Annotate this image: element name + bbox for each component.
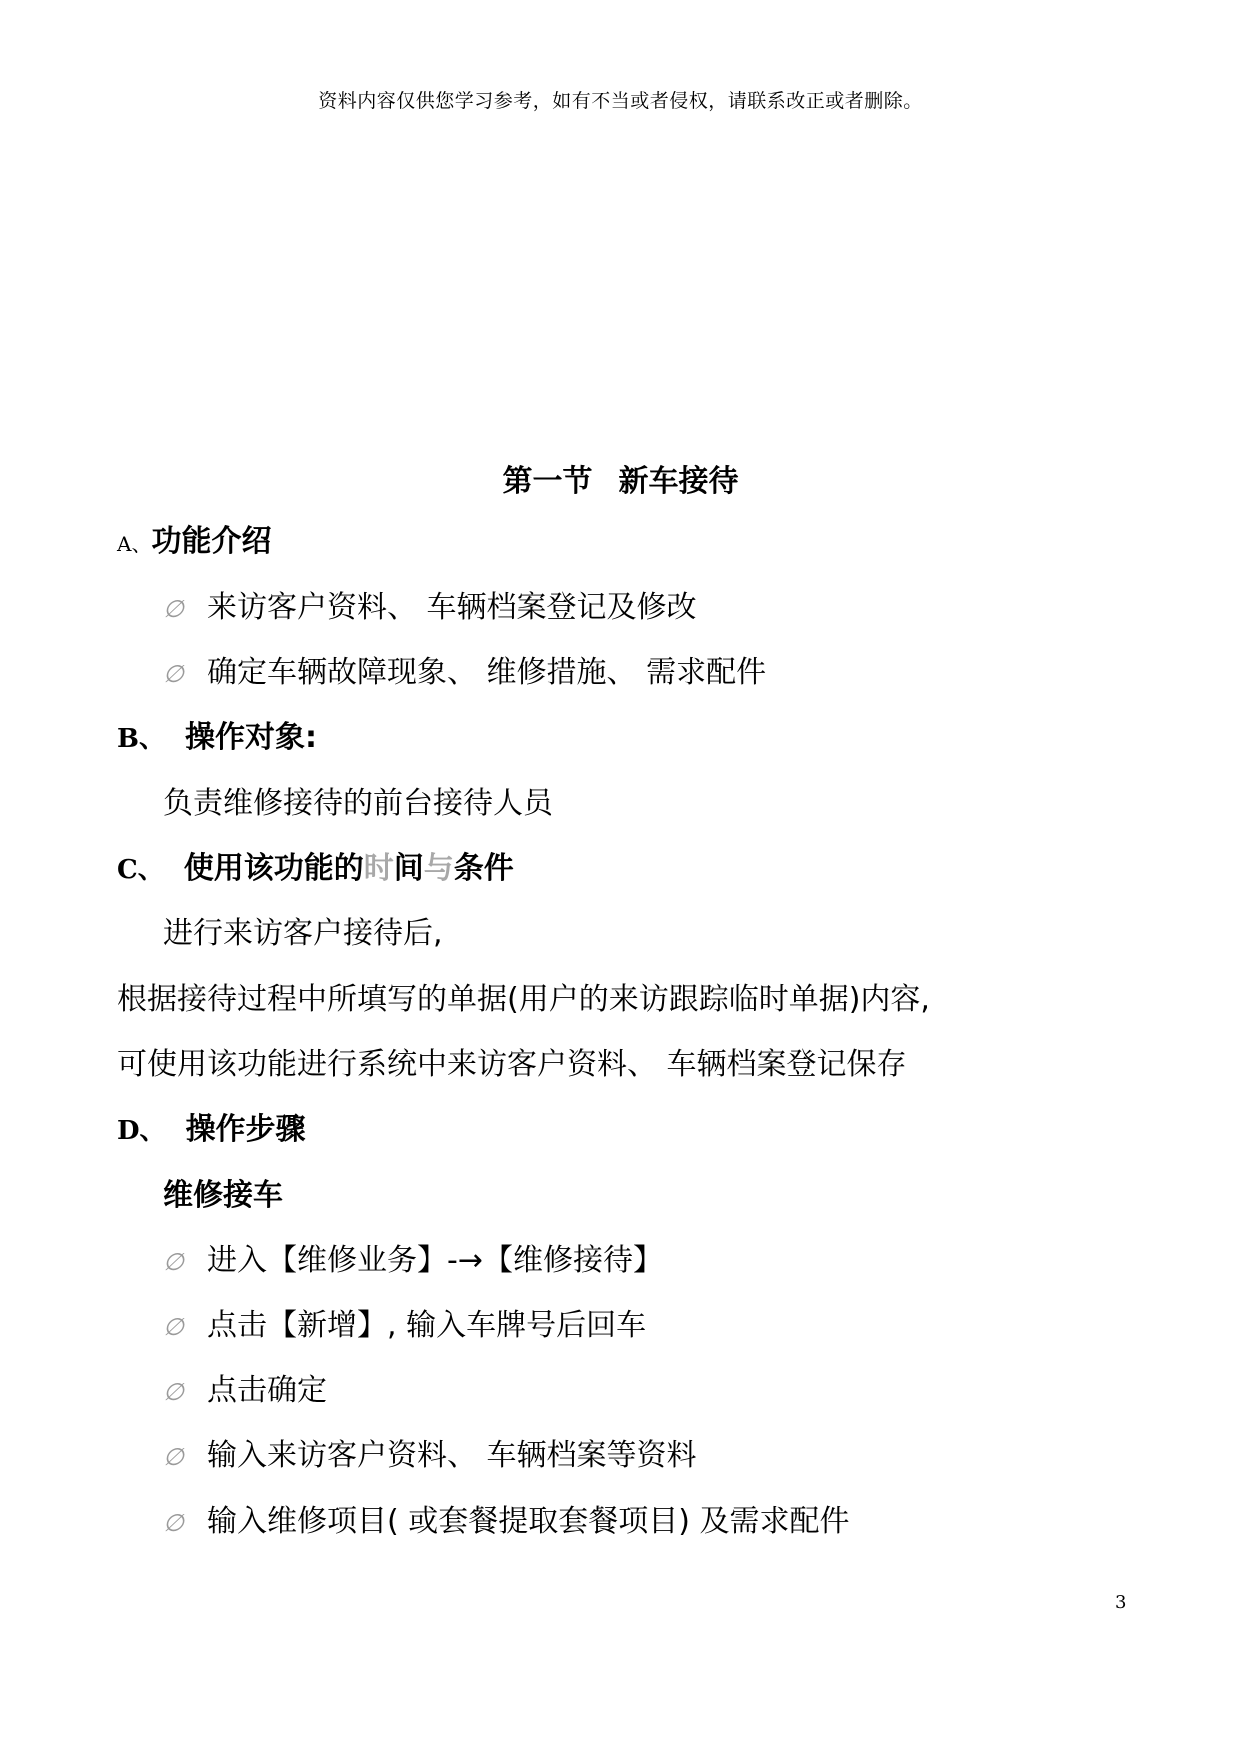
heading-a-text: 功能介绍 bbox=[151, 524, 272, 559]
heading-b bbox=[117, 718, 317, 759]
list-item-text: 点击确定 bbox=[207, 1373, 327, 1408]
bullet-icon: ∅ bbox=[163, 1443, 184, 1471]
section-title bbox=[0, 456, 1241, 500]
heading-d-text: 操作步骤 bbox=[185, 1112, 306, 1147]
paragraph: 可使用该功能进行系统中来访客户资料、 车辆档案登记保存 bbox=[117, 1047, 907, 1082]
paragraph: 负责维修接待的前台接待人员 bbox=[163, 786, 553, 821]
bullet-icon: ∅ bbox=[163, 1313, 184, 1341]
heading-c-letter: C bbox=[117, 855, 138, 885]
list-item-text: 点击【新增】, 输入车牌号后回车 bbox=[207, 1308, 647, 1343]
subheading: 维修接车 bbox=[163, 1178, 283, 1213]
list-item-text: 来访客户资料、 车辆档案登记及修改 bbox=[207, 590, 697, 625]
bullet-icon: ∅ bbox=[163, 660, 184, 688]
list-item bbox=[163, 1436, 697, 1477]
heading-d bbox=[117, 1110, 306, 1151]
heading-d-letter: D bbox=[117, 1116, 140, 1146]
bullet-icon: ∅ bbox=[163, 1248, 184, 1276]
heading-b-text: 操作对象: bbox=[185, 720, 317, 755]
bullet-icon: ∅ bbox=[163, 1509, 184, 1537]
list-item-text: 进入【维修业务】-→【维修接待】 bbox=[207, 1243, 663, 1278]
list-item bbox=[163, 1306, 646, 1347]
header-disclaimer: 资料内容仅供您学习参考，如有不当或者侵权，请联系改正或者删除。 bbox=[318, 90, 923, 112]
heading-c bbox=[117, 849, 514, 890]
heading-b-letter: B bbox=[117, 724, 139, 754]
list-item-text: 输入来访客户资料、 车辆档案等资料 bbox=[207, 1438, 697, 1473]
list-item-text: 输入维修项目( 或套餐提取套餐项目) 及需求配件 bbox=[207, 1504, 850, 1539]
paragraph: 根据接待过程中所填写的单据(用户的来访跟踪临时单据)内容, bbox=[117, 982, 930, 1017]
heading-a-letter: A bbox=[117, 532, 132, 556]
bullet-icon: ∅ bbox=[163, 1378, 184, 1406]
page-number: 3 bbox=[1115, 1592, 1127, 1613]
list-item bbox=[163, 1241, 663, 1282]
heading-a bbox=[117, 522, 271, 564]
heading-c-sep: 、 bbox=[137, 855, 164, 885]
list-item bbox=[163, 588, 697, 629]
section-number: 第一节 bbox=[502, 464, 593, 499]
section-name: 新车接待 bbox=[618, 464, 739, 499]
heading-b-sep: 、 bbox=[138, 724, 165, 754]
list-item bbox=[163, 1371, 327, 1412]
heading-d-sep: 、 bbox=[139, 1116, 166, 1146]
paragraph: 进行来访客户接待后, bbox=[163, 916, 443, 951]
heading-c-text: 使用该功能的时间与条件 bbox=[183, 851, 514, 886]
bullet-icon: ∅ bbox=[163, 595, 184, 623]
list-item bbox=[163, 653, 766, 694]
heading-a-sep: 、 bbox=[131, 532, 152, 556]
list-item-text: 确定车辆故障现象、 维修措施、 需求配件 bbox=[207, 655, 767, 690]
list-item bbox=[163, 1502, 849, 1543]
